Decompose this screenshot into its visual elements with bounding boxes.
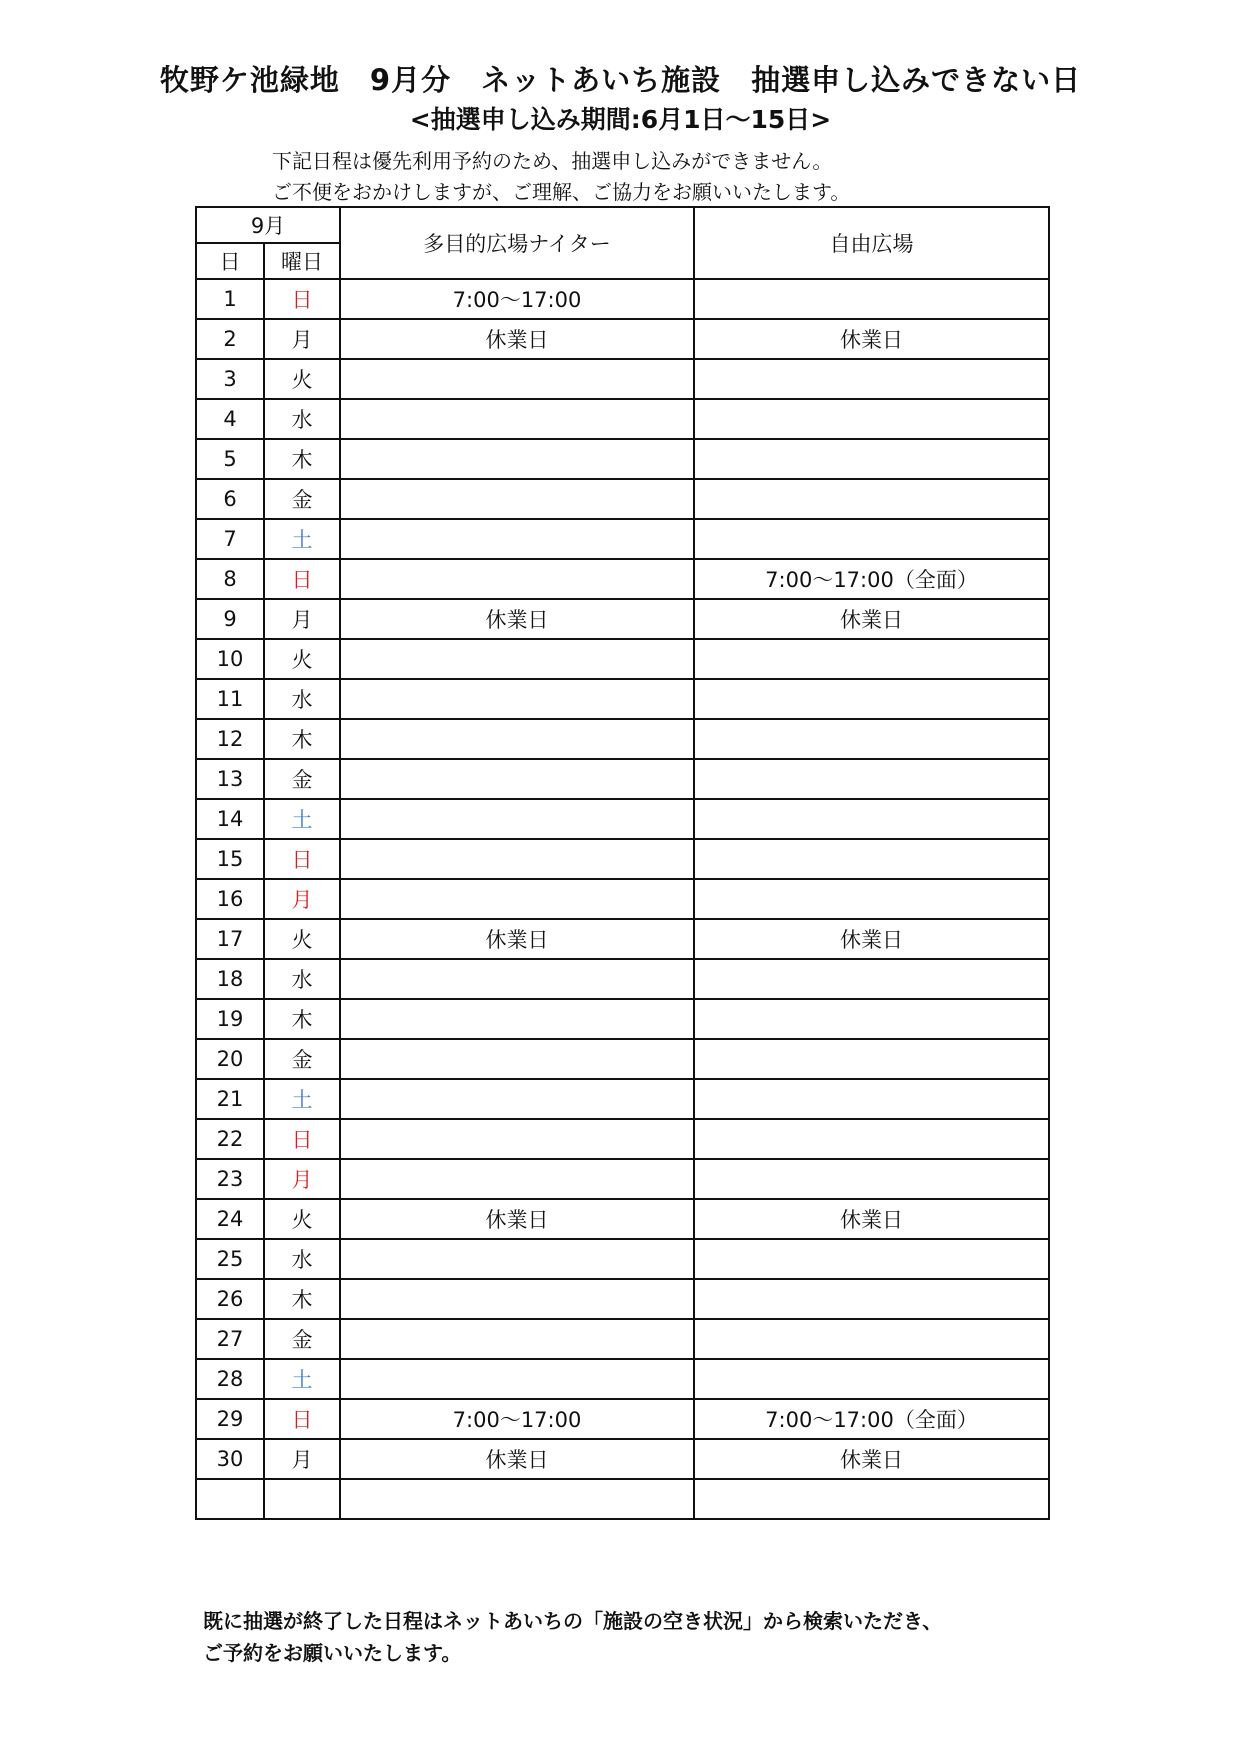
weekday-cell: 月 xyxy=(264,599,340,639)
free-plaza-cell xyxy=(694,1319,1049,1359)
notice-line-1: 下記日程は優先利用予約のため、抽選申し込みができません。 xyxy=(272,149,833,173)
col-header-multipurpose-night: 多目的広場ナイター xyxy=(340,207,694,279)
multipurpose-night-cell xyxy=(340,1319,694,1359)
multipurpose-night-cell xyxy=(340,399,694,439)
multipurpose-night-cell xyxy=(340,839,694,879)
multipurpose-night-cell xyxy=(340,1079,694,1119)
multipurpose-night-cell xyxy=(340,439,694,479)
free-plaza-cell xyxy=(694,999,1049,1039)
weekday-cell: 木 xyxy=(264,439,340,479)
day-cell: 7 xyxy=(196,519,264,559)
weekday-cell: 水 xyxy=(264,679,340,719)
multipurpose-night-cell xyxy=(340,959,694,999)
day-cell: 26 xyxy=(196,1279,264,1319)
day-cell: 24 xyxy=(196,1199,264,1239)
multipurpose-night-cell xyxy=(340,1279,694,1319)
table-row xyxy=(196,719,1049,759)
table-row xyxy=(196,279,1049,319)
weekday-cell: 日 xyxy=(264,1399,340,1439)
day-cell: 16 xyxy=(196,879,264,919)
weekday-cell: 金 xyxy=(264,1319,340,1359)
day-cell: 25 xyxy=(196,1239,264,1279)
weekday-cell: 月 xyxy=(264,879,340,919)
weekday-cell xyxy=(264,1479,340,1519)
free-plaza-cell xyxy=(694,959,1049,999)
table-row xyxy=(196,439,1049,479)
day-cell: 10 xyxy=(196,639,264,679)
weekday-cell: 日 xyxy=(264,839,340,879)
multipurpose-night-cell xyxy=(340,359,694,399)
free-plaza-cell: 7:00～17:00（全面） xyxy=(694,1399,1049,1439)
free-plaza-cell: 休業日 xyxy=(694,1439,1049,1479)
table-row xyxy=(196,359,1049,399)
multipurpose-night-cell: 休業日 xyxy=(340,1439,694,1479)
day-cell: 3 xyxy=(196,359,264,399)
day-cell: 20 xyxy=(196,1039,264,1079)
table-row xyxy=(196,919,1049,959)
table-row xyxy=(196,999,1049,1039)
free-plaza-cell xyxy=(694,1039,1049,1079)
table-row xyxy=(196,479,1049,519)
free-plaza-cell: 休業日 xyxy=(694,319,1049,359)
free-plaza-cell: 休業日 xyxy=(694,599,1049,639)
multipurpose-night-cell: 7:00～17:00 xyxy=(340,1399,694,1439)
weekday-cell: 水 xyxy=(264,959,340,999)
weekday-cell: 金 xyxy=(264,1039,340,1079)
weekday-cell: 日 xyxy=(264,279,340,319)
multipurpose-night-cell: 7:00～17:00 xyxy=(340,279,694,319)
schedule-body xyxy=(196,279,1049,1519)
free-plaza-cell: 休業日 xyxy=(694,919,1049,959)
multipurpose-night-cell xyxy=(340,1039,694,1079)
table-row xyxy=(196,1159,1049,1199)
weekday-cell: 月 xyxy=(264,319,340,359)
col-header-weekday: 曜日 xyxy=(264,243,340,279)
free-plaza-cell xyxy=(694,439,1049,479)
weekday-cell: 日 xyxy=(264,1119,340,1159)
multipurpose-night-cell xyxy=(340,799,694,839)
free-plaza-cell xyxy=(694,719,1049,759)
multipurpose-night-cell xyxy=(340,759,694,799)
free-plaza-cell xyxy=(694,519,1049,559)
day-cell: 5 xyxy=(196,439,264,479)
day-cell: 1 xyxy=(196,279,264,319)
weekday-cell: 月 xyxy=(264,1159,340,1199)
table-row xyxy=(196,1239,1049,1279)
table-row xyxy=(196,399,1049,439)
day-cell: 4 xyxy=(196,399,264,439)
day-cell: 11 xyxy=(196,679,264,719)
day-cell: 22 xyxy=(196,1119,264,1159)
multipurpose-night-cell xyxy=(340,479,694,519)
weekday-cell: 火 xyxy=(264,639,340,679)
multipurpose-night-cell xyxy=(340,1159,694,1199)
multipurpose-night-cell: 休業日 xyxy=(340,919,694,959)
day-cell: 17 xyxy=(196,919,264,959)
table-row xyxy=(196,599,1049,639)
free-plaza-cell xyxy=(694,679,1049,719)
table-row xyxy=(196,519,1049,559)
weekday-cell: 土 xyxy=(264,1359,340,1399)
multipurpose-night-cell: 休業日 xyxy=(340,319,694,359)
weekday-cell: 水 xyxy=(264,1239,340,1279)
weekday-cell: 木 xyxy=(264,999,340,1039)
free-plaza-cell xyxy=(694,839,1049,879)
day-cell: 28 xyxy=(196,1359,264,1399)
weekday-cell: 土 xyxy=(264,1079,340,1119)
day-cell: 29 xyxy=(196,1399,264,1439)
multipurpose-night-cell: 休業日 xyxy=(340,1199,694,1239)
table-row xyxy=(196,1359,1049,1399)
free-plaza-cell xyxy=(694,879,1049,919)
multipurpose-night-cell xyxy=(340,679,694,719)
table-row xyxy=(196,1119,1049,1159)
table-row xyxy=(196,759,1049,799)
free-plaza-cell xyxy=(694,1159,1049,1199)
table-row xyxy=(196,799,1049,839)
month-header: 9月 xyxy=(196,207,340,243)
notice-text xyxy=(272,146,850,208)
weekday-cell: 金 xyxy=(264,479,340,519)
table-row xyxy=(196,1479,1049,1519)
free-plaza-cell: 休業日 xyxy=(694,1199,1049,1239)
day-cell: 21 xyxy=(196,1079,264,1119)
day-cell: 30 xyxy=(196,1439,264,1479)
weekday-cell: 金 xyxy=(264,759,340,799)
multipurpose-night-cell xyxy=(340,1119,694,1159)
weekday-cell: 日 xyxy=(264,559,340,599)
table-row xyxy=(196,1039,1049,1079)
application-period: <抽選申し込み期間:6月1日～15日> xyxy=(409,105,832,134)
day-cell xyxy=(196,1479,264,1519)
multipurpose-night-cell xyxy=(340,639,694,679)
weekday-cell: 火 xyxy=(264,1199,340,1239)
table-row xyxy=(196,319,1049,359)
free-plaza-cell xyxy=(694,479,1049,519)
col-header-day: 日 xyxy=(196,243,264,279)
day-cell: 15 xyxy=(196,839,264,879)
free-plaza-cell xyxy=(694,399,1049,439)
free-plaza-cell xyxy=(694,799,1049,839)
multipurpose-night-cell xyxy=(340,1359,694,1399)
multipurpose-night-cell xyxy=(340,519,694,559)
free-plaza-cell xyxy=(694,359,1049,399)
free-plaza-cell xyxy=(694,1239,1049,1279)
multipurpose-night-cell xyxy=(340,879,694,919)
multipurpose-night-cell: 休業日 xyxy=(340,599,694,639)
table-row xyxy=(196,639,1049,679)
notice-line-2: ご不便をおかけしますが、ご理解、ご協力をお願いいたします。 xyxy=(272,180,851,204)
multipurpose-night-cell xyxy=(340,719,694,759)
header-row-1 xyxy=(196,207,1049,243)
day-cell: 12 xyxy=(196,719,264,759)
table-row xyxy=(196,1079,1049,1119)
free-plaza-cell xyxy=(694,759,1049,799)
day-cell: 14 xyxy=(196,799,264,839)
col-header-free-plaza: 自由広場 xyxy=(694,207,1049,279)
table-row xyxy=(196,1319,1049,1359)
day-cell: 19 xyxy=(196,999,264,1039)
weekday-cell: 水 xyxy=(264,399,340,439)
day-cell: 13 xyxy=(196,759,264,799)
day-cell: 27 xyxy=(196,1319,264,1359)
page-title: 牧野ケ池緑地 9月分 ネットあいち施設 抽選申し込みできない日 xyxy=(159,63,1082,97)
table-row xyxy=(196,1399,1049,1439)
table-row xyxy=(196,559,1049,599)
free-plaza-cell xyxy=(694,1279,1049,1319)
multipurpose-night-cell xyxy=(340,559,694,599)
free-plaza-cell xyxy=(694,1479,1049,1519)
day-cell: 9 xyxy=(196,599,264,639)
free-plaza-cell xyxy=(694,1359,1049,1399)
multipurpose-night-cell xyxy=(340,1239,694,1279)
free-plaza-cell xyxy=(694,1119,1049,1159)
weekday-cell: 火 xyxy=(264,919,340,959)
weekday-cell: 木 xyxy=(264,1279,340,1319)
footer-note xyxy=(203,1605,942,1669)
weekday-cell: 火 xyxy=(264,359,340,399)
free-plaza-cell xyxy=(694,639,1049,679)
day-cell: 6 xyxy=(196,479,264,519)
table-row xyxy=(196,959,1049,999)
multipurpose-night-cell xyxy=(340,1479,694,1519)
free-plaza-cell: 7:00～17:00（全面） xyxy=(694,559,1049,599)
table-row xyxy=(196,879,1049,919)
weekday-cell: 土 xyxy=(264,519,340,559)
weekday-cell: 月 xyxy=(264,1439,340,1479)
table-row xyxy=(196,1279,1049,1319)
footer-line-1: 既に抽選が終了した日程はネットあいちの「施設の空き状況」から検索いただき、 xyxy=(203,1609,943,1633)
schedule-table xyxy=(195,206,1050,1520)
free-plaza-cell xyxy=(694,1079,1049,1119)
day-cell: 18 xyxy=(196,959,264,999)
free-plaza-cell xyxy=(694,279,1049,319)
day-cell: 23 xyxy=(196,1159,264,1199)
table-row xyxy=(196,839,1049,879)
weekday-cell: 土 xyxy=(264,799,340,839)
table-row xyxy=(196,1439,1049,1479)
multipurpose-night-cell xyxy=(340,999,694,1039)
footer-line-2: ご予約をお願いいたします。 xyxy=(203,1641,462,1665)
weekday-cell: 木 xyxy=(264,719,340,759)
day-cell: 2 xyxy=(196,319,264,359)
table-row xyxy=(196,1199,1049,1239)
day-cell: 8 xyxy=(196,559,264,599)
table-row xyxy=(196,679,1049,719)
